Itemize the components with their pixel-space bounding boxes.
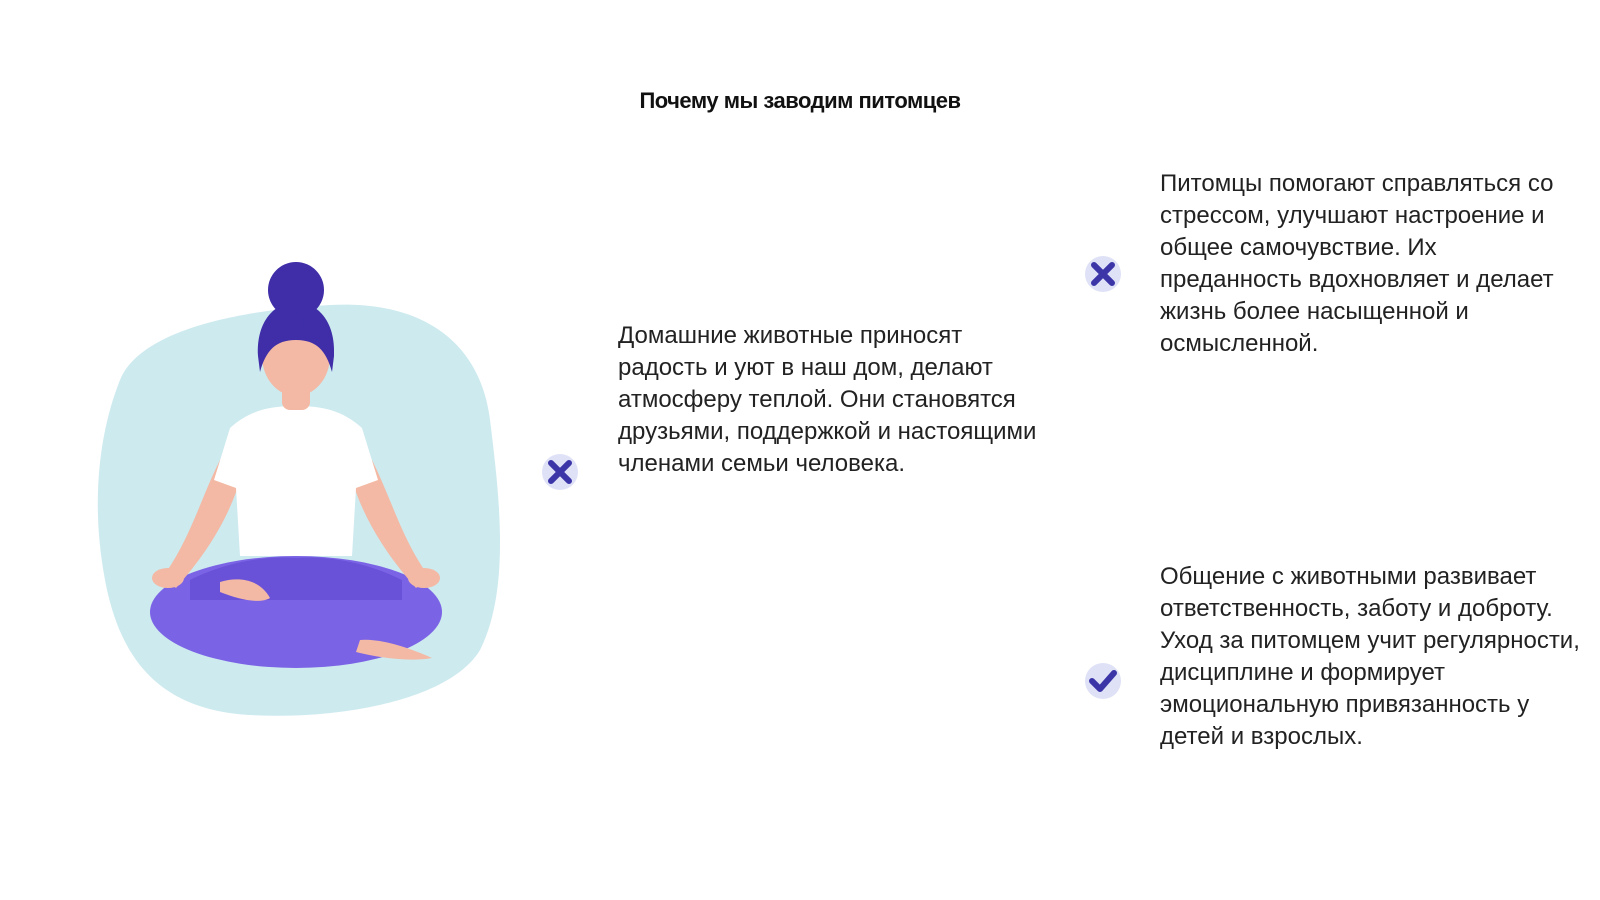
meditation-illustration (80, 260, 520, 740)
item-text-responsibility: Общение с животными развивает ответственность, заботу и доброту. Уход за питомцем учит регулярности, дисциплине и формирует эмоциональную привязанность у детей и взрослых. (1160, 563, 1580, 750)
hair-bun (268, 262, 324, 318)
cross-icon (540, 452, 580, 492)
slide-title: Почему мы заводим питомцев (639, 88, 961, 113)
check-icon (1083, 661, 1123, 701)
item-text-home-comfort: Домашние животные приносят радость и уют в наш дом, делают атмосферу теплой. Они становятся друзьями, поддержкой и настоящими членами семьи человека. (618, 322, 1037, 477)
item-text-stress-relief: Питомцы помогают справляться со стрессом, улучшают настроение и общее самочувствие. Их преданность вдохновляет и делает жизнь более насыщенной и осмысленной. (1160, 170, 1554, 357)
cross-icon (1083, 254, 1123, 294)
